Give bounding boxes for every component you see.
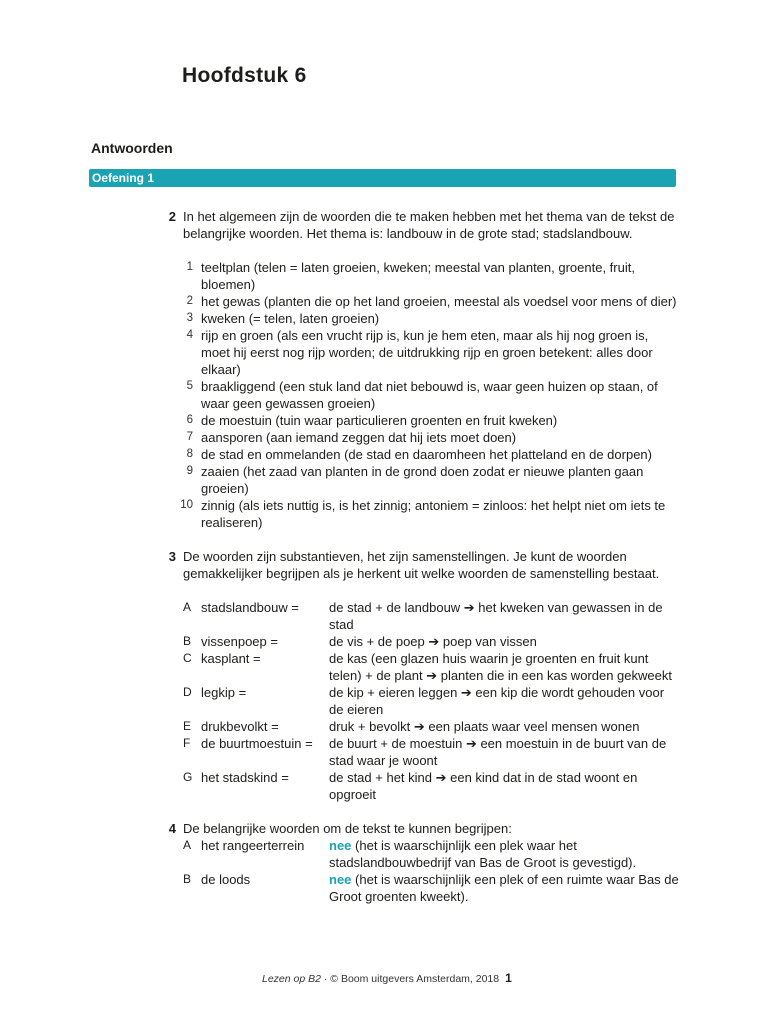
item-number: 7 [186, 431, 193, 443]
item-text: zinnig (als iets nuttig is, is het zinnig; antoniem = zinloos: het helpt niet om iets te realiseren) [201, 498, 666, 530]
compound-row [183, 718, 680, 735]
row-definition: de vis + de poep ➔ poep van vissen [329, 634, 537, 649]
compound-list [183, 599, 680, 803]
row-letter: B [183, 634, 192, 648]
question-number: 2 [168, 209, 176, 224]
page-footer [262, 971, 512, 985]
exercise-bar [89, 169, 676, 187]
word-list [180, 259, 680, 531]
question-3 [160, 548, 680, 803]
item-number: 3 [186, 312, 193, 324]
row-definition: de kas (een glazen huis waarin je groenten en fruit kunt telen) + de plant ➔ planten die in een kas worden gekweekt [329, 651, 672, 683]
answer-explanation: (het is waarschijnlijk een plek waar het stadslandbouwbedrijf van Bas de Groot is gevestigd). [329, 838, 637, 870]
question-number: 4 [168, 821, 176, 836]
row-definition: druk + bevolkt ➔ een plaats waar veel mensen wonen [329, 719, 640, 734]
item-number: 6 [186, 414, 193, 426]
question-text: De belangrijke woorden om de tekst te kunnen begrijpen: [183, 821, 512, 836]
item-text: de stad en ommelanden (de stad en daaromheen het platteland en de dorpen) [201, 447, 652, 462]
compound-row [183, 769, 680, 803]
question-2 [160, 208, 680, 531]
item-number: 8 [186, 448, 193, 460]
item-text: zaaien (het zaad van planten in de grond doen zodat er nieuwe planten gaan groeien) [201, 464, 644, 496]
item-text: aansporen (aan iemand zeggen dat hij iets moet doen) [201, 430, 517, 445]
item-text: kweken (= telen, laten groeien) [201, 311, 380, 326]
row-definition [329, 871, 680, 905]
item-number: 5 [186, 380, 193, 392]
row-term: de buurtmoestuin = [201, 736, 313, 751]
item-text: braakliggend (een stuk land dat niet bebouwd is, waar geen huizen op staan, of waar geen gewassen groeien) [201, 379, 658, 411]
page-number: 1 [505, 971, 512, 985]
item-text: rijp en groen (als een vrucht rijp is, kun je hem eten, maar als hij nog groen is, moet hij eerst nog rijp worden; de uitdrukking rijp en groen betekent: alles door elkaar) [201, 328, 653, 377]
row-term: vissenpoep = [201, 634, 278, 649]
row-letter: D [183, 685, 192, 699]
item-text: teeltplan (telen = laten groeien, kweken; meestal van planten, groente, fruit, bloemen) [201, 260, 635, 292]
item-number: 9 [186, 465, 193, 477]
row-term: legkip = [201, 685, 247, 700]
row-letter: B [183, 872, 192, 886]
question-4 [160, 820, 680, 905]
item-text: het gewas (planten die op het land groeien, meestal als voedsel voor mens of dier) [201, 294, 677, 309]
exercise-label: Oefening 1 [92, 171, 155, 185]
row-letter: A [183, 838, 192, 852]
list-item [183, 259, 680, 293]
row-definition: de buurt + de moestuin ➔ een moestuin in de buurt van de stad waar je woont [329, 736, 667, 768]
item-number: 1 [186, 261, 193, 273]
list-item [183, 327, 680, 378]
row-term: het stadskind = [201, 770, 289, 785]
term-row [183, 871, 680, 905]
copyright-text: · © Boom uitgevers Amsterdam, 2018 [320, 973, 500, 985]
compound-row [183, 735, 680, 769]
compound-row [183, 633, 680, 650]
row-term: stadslandbouw = [201, 600, 299, 615]
row-definition: de stad + de landbouw ➔ het kweken van gewassen in de stad [329, 600, 663, 632]
row-term: kasplant = [201, 651, 261, 666]
question-number: 3 [168, 549, 176, 564]
book-title: Lezen op B2 [262, 973, 321, 985]
row-letter: A [183, 600, 192, 614]
term-row [183, 837, 680, 871]
row-term: het rangeerterrein [201, 838, 305, 853]
row-definition: de kip + eieren leggen ➔ een kip die wordt gehouden voor de eieren [329, 685, 665, 717]
list-item [183, 429, 680, 446]
row-definition [329, 837, 680, 871]
list-item [183, 412, 680, 429]
answer-label: nee [329, 838, 352, 853]
answer-label: nee [329, 872, 352, 887]
list-item [183, 463, 680, 497]
list-item [183, 446, 680, 463]
item-number: 2 [186, 295, 193, 307]
compound-row [183, 599, 680, 633]
item-text: de moestuin (tuin waar particulieren groenten en fruit kweken) [201, 413, 558, 428]
item-number: 4 [186, 329, 193, 341]
question-text: De woorden zijn substantieven, het zijn samenstellingen. Je kunt de woorden gemakkelijker begrijpen als je herkent uit welke woorden de samenstelling bestaat. [183, 549, 660, 581]
list-item [183, 310, 680, 327]
list-item [180, 497, 680, 531]
compound-row [183, 650, 680, 684]
chapter-title: Hoofdstuk 6 [182, 64, 307, 87]
row-term: drukbevolkt = [201, 719, 279, 734]
answer-explanation: (het is waarschijnlijk een plek of een ruimte waar Bas de Groot groenten kweekt). [329, 872, 679, 904]
row-letter: G [183, 770, 193, 784]
answers-content [160, 208, 680, 905]
row-letter: E [183, 719, 192, 733]
compound-row [183, 684, 680, 718]
row-term: de loods [201, 872, 251, 887]
item-number: 10 [180, 499, 193, 511]
section-title: Antwoorden [91, 140, 173, 156]
list-item [183, 378, 680, 412]
row-letter: C [183, 651, 192, 665]
row-definition: de stad + het kind ➔ een kind dat in de stad woont en opgroeit [329, 770, 638, 802]
question-text: In het algemeen zijn de woorden die te maken hebben met het thema van de tekst de belangrijke woorden. Het thema is: landbouw in de grote stad; stadslandbouw. [183, 209, 675, 241]
row-letter: F [183, 736, 191, 750]
list-item [183, 293, 680, 310]
